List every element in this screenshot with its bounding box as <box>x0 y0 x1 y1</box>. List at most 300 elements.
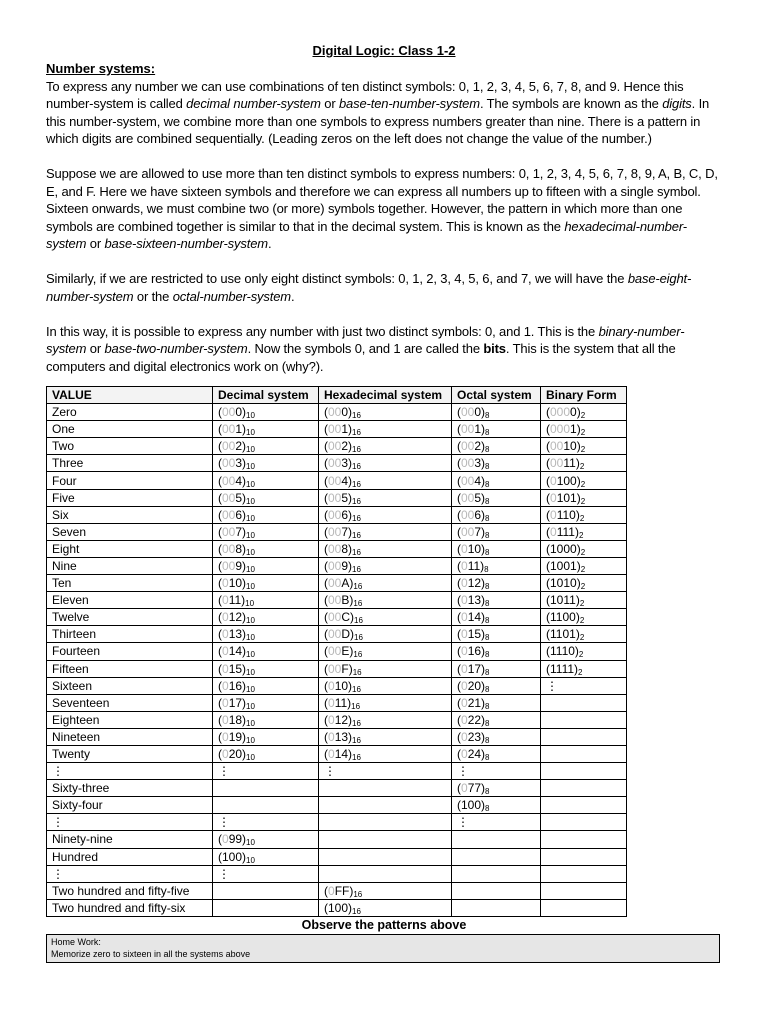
base-subscript: 16 <box>352 684 361 694</box>
close-paren: ) <box>576 439 581 454</box>
base-subscript: 10 <box>246 530 255 540</box>
digits: 5 <box>341 490 349 505</box>
open-paren: ( <box>324 490 328 505</box>
table-row <box>47 865 627 882</box>
open-paren: ( <box>457 781 461 796</box>
number-cell <box>319 455 452 472</box>
number-cell <box>319 506 452 523</box>
base-subscript: 2 <box>580 411 586 421</box>
number-cell <box>452 523 541 540</box>
leading-zeros: 00 <box>461 422 475 437</box>
leading-zeros: 00 <box>222 456 236 471</box>
open-paren: ( <box>324 576 328 591</box>
close-paren: ) <box>481 729 486 744</box>
column-header: VALUE <box>47 387 213 404</box>
open-paren: ( <box>457 576 461 591</box>
close-paren: ) <box>242 456 247 471</box>
base-subscript: 16 <box>352 479 361 489</box>
base-subscript: 16 <box>352 513 361 523</box>
number-cell <box>319 865 452 882</box>
table-row <box>47 472 627 489</box>
open-paren: ( <box>324 661 328 676</box>
leading-zeros: 0 <box>222 661 229 676</box>
open-paren: ( <box>324 524 328 539</box>
close-paren: ) <box>348 456 353 471</box>
leading-zeros: 0 <box>461 678 468 693</box>
close-paren: ) <box>481 456 486 471</box>
open-paren: ( <box>457 627 461 642</box>
value-name-cell: Sixteen <box>47 677 213 694</box>
close-paren: ) <box>481 644 486 659</box>
close-paren: ) <box>349 883 354 898</box>
table-row <box>47 763 627 780</box>
open-paren: ( <box>324 712 328 727</box>
base-subscript: 8 <box>485 411 490 421</box>
column-header: Hexadecimal system <box>319 387 452 404</box>
document-page <box>46 42 722 963</box>
digits: 19 <box>228 729 243 744</box>
base-subscript: 16 <box>352 667 362 677</box>
value-name-cell: Two <box>47 438 213 455</box>
leading-zeros: 00 <box>328 661 342 676</box>
base-subscript: 10 <box>246 753 255 763</box>
base-subscript: 8 <box>485 599 490 609</box>
base-subscript: 16 <box>352 530 361 540</box>
open-paren: ( <box>457 661 461 676</box>
base-subscript: 16 <box>352 718 361 728</box>
base-subscript: 2 <box>580 582 586 592</box>
digits: 11 <box>334 695 348 710</box>
base-subscript: 8 <box>485 735 490 745</box>
base-subscript: 8 <box>485 496 490 506</box>
digits: 23 <box>467 729 482 744</box>
close-paren: ) <box>575 593 580 608</box>
digits: 101 <box>556 490 577 505</box>
italic-term: base-sixteen-number-system <box>104 236 268 251</box>
digits: 12 <box>334 712 349 727</box>
number-cell <box>213 575 319 592</box>
column-header: Octal system <box>452 387 541 404</box>
base-subscript: 8 <box>485 479 490 489</box>
number-cell <box>319 728 452 745</box>
number-cell <box>319 609 452 626</box>
value-name-cell: Three <box>47 455 213 472</box>
leading-zeros: 00 <box>222 422 236 437</box>
open-paren: ( <box>457 507 461 522</box>
open-paren: ( <box>546 473 550 488</box>
digits: 16 <box>467 644 482 659</box>
base-subscript: 16 <box>354 616 363 626</box>
number-cell <box>541 592 627 609</box>
base-subscript: 10 <box>246 582 255 592</box>
leading-zeros: 0 <box>222 610 229 625</box>
number-cell <box>213 745 319 762</box>
open-paren: ( <box>324 541 328 556</box>
number-cell <box>541 848 627 865</box>
close-paren: ) <box>481 695 486 710</box>
open-paren: ( <box>218 576 222 591</box>
number-cell <box>452 455 541 472</box>
leading-zeros: 00 <box>328 490 342 505</box>
open-paren: ( <box>546 422 550 437</box>
number-cell <box>452 489 541 506</box>
leading-zeros: 0 <box>328 729 335 744</box>
number-cell <box>541 694 627 711</box>
italic-term: binary-number-system <box>46 323 685 356</box>
base-subscript: 8 <box>485 582 490 592</box>
base-subscript: 2 <box>578 530 584 540</box>
number-cell <box>213 694 319 711</box>
number-cell <box>452 660 541 677</box>
column-header: Decimal system <box>213 387 319 404</box>
table-row <box>47 455 627 472</box>
leading-zeros: 0 <box>328 747 335 762</box>
digits: 17 <box>228 695 243 710</box>
number-cell <box>452 609 541 626</box>
number-cell <box>213 438 319 455</box>
number-cell <box>213 592 319 609</box>
open-paren: ( <box>218 593 222 608</box>
open-paren: ( <box>218 405 222 420</box>
leading-zeros: 0 <box>461 695 468 710</box>
number-cell <box>541 780 627 797</box>
digits: 111 <box>556 524 575 539</box>
number-cell <box>452 643 541 660</box>
value-name-cell: Six <box>47 506 213 523</box>
italic-term: base-ten-number-system <box>338 96 480 111</box>
close-paren: ) <box>575 507 580 522</box>
number-cell: ⋮ <box>452 763 541 780</box>
number-system-table <box>46 386 627 917</box>
leading-zeros: 0 <box>461 712 468 727</box>
leading-zeros: 0 <box>461 576 468 591</box>
number-cell <box>319 660 452 677</box>
leading-zeros: 00 <box>222 405 236 420</box>
base-subscript: 10 <box>246 445 255 455</box>
open-paren: ( <box>457 473 461 488</box>
digits: 1000 <box>550 541 577 556</box>
number-cell <box>319 626 452 643</box>
open-paren: ( <box>218 558 222 573</box>
text-run: or the <box>133 288 173 304</box>
leading-zeros: 0 <box>328 883 335 898</box>
base-subscript: 10 <box>246 718 255 728</box>
digits: 1011 <box>550 593 576 608</box>
close-paren: ) <box>242 524 247 539</box>
table-row <box>47 523 627 540</box>
open-paren: ( <box>546 524 550 539</box>
open-paren: ( <box>218 490 222 505</box>
digits: 8 <box>341 541 349 556</box>
base-subscript: 8 <box>485 650 490 660</box>
digits: 5 <box>474 490 482 505</box>
close-paren: ) <box>242 576 247 591</box>
digits: 11 <box>228 593 242 608</box>
close-paren: ) <box>481 627 486 642</box>
close-paren: ) <box>481 678 486 693</box>
digits: 10 <box>334 678 349 693</box>
leading-zeros: 0 <box>461 541 468 556</box>
close-paren: ) <box>574 644 579 659</box>
close-paren: ) <box>480 558 485 573</box>
leading-zeros: 00 <box>328 507 342 522</box>
digits: 1010 <box>550 576 577 591</box>
open-paren: ( <box>457 610 461 625</box>
value-name-cell: Eight <box>47 540 213 557</box>
leading-zeros: 00 <box>550 439 564 454</box>
text-run: . In this number-system, we combine more than one symbols to express numbers greater than nine. There is a pattern in which digits are combined sequentially. (Leading zeros on the left does not change the value of the number.) <box>46 96 710 146</box>
number-cell <box>319 438 452 455</box>
number-cell <box>541 540 627 557</box>
digits: 13 <box>467 593 482 608</box>
leading-zeros: 0 <box>550 524 557 539</box>
table-row <box>47 797 627 814</box>
close-paren: ) <box>242 661 247 676</box>
base-subscript: 16 <box>352 906 361 916</box>
base-subscript: 8 <box>485 547 490 557</box>
leading-zeros: 00 <box>328 422 342 437</box>
base-subscript: 10 <box>246 667 255 677</box>
close-paren: ) <box>481 610 486 625</box>
digits: 16 <box>228 678 243 693</box>
open-paren: ( <box>546 593 550 608</box>
leading-zeros: 00 <box>461 507 475 522</box>
base-subscript: 2 <box>579 599 585 609</box>
open-paren: ( <box>324 558 328 573</box>
base-subscript: 10 <box>246 496 255 506</box>
open-paren: ( <box>457 695 461 710</box>
number-cell <box>213 455 319 472</box>
close-paren: ) <box>574 524 579 539</box>
table-row <box>47 557 627 574</box>
number-cell <box>541 728 627 745</box>
close-paren: ) <box>348 747 353 762</box>
digits: 4 <box>341 473 349 488</box>
digits: 17 <box>467 661 482 676</box>
leading-zeros: 0 <box>461 729 468 744</box>
text-run: . This is the system that all the computers and digital electronics work on (why?). <box>46 341 676 374</box>
open-paren: ( <box>457 524 461 539</box>
open-paren: ( <box>218 849 222 864</box>
number-cell: ⋮ <box>452 814 541 831</box>
digits: 4 <box>474 473 482 488</box>
base-subscript: 16 <box>354 633 363 643</box>
open-paren: ( <box>457 644 461 659</box>
number-cell <box>319 745 452 762</box>
number-cell: ⋮ <box>213 763 319 780</box>
number-cell <box>541 745 627 762</box>
open-paren: ( <box>218 524 222 539</box>
digits: 2 <box>474 439 482 454</box>
digits: 10 <box>228 576 243 591</box>
number-cell <box>452 865 541 882</box>
open-paren: ( <box>457 456 461 471</box>
digits: D <box>341 627 351 642</box>
table-row <box>47 814 627 831</box>
close-paren: ) <box>242 610 247 625</box>
open-paren: ( <box>218 747 222 762</box>
digits: 14 <box>228 644 243 659</box>
number-cell <box>452 831 541 848</box>
open-paren: ( <box>218 661 222 676</box>
open-paren: ( <box>324 627 328 642</box>
number-cell <box>452 506 541 523</box>
close-paren: ) <box>576 558 581 573</box>
number-cell <box>319 831 452 848</box>
base-subscript: 10 <box>246 547 255 557</box>
base-subscript: 8 <box>485 787 490 797</box>
open-paren: ( <box>324 610 328 625</box>
close-paren: ) <box>575 627 580 642</box>
open-paren: ( <box>457 729 461 744</box>
number-cell <box>319 523 452 540</box>
base-subscript: 8 <box>485 718 490 728</box>
digits: 1 <box>341 422 349 437</box>
number-cell: ⋮ <box>541 677 627 694</box>
close-paren: ) <box>350 627 355 642</box>
base-subscript: 2 <box>579 462 585 472</box>
number-cell <box>541 472 627 489</box>
paragraph-decimal <box>46 78 722 148</box>
close-paren: ) <box>481 422 486 437</box>
open-paren: ( <box>324 473 328 488</box>
leading-zeros: 00 <box>222 490 236 505</box>
value-name-cell: Seven <box>47 523 213 540</box>
italic-term: decimal number-system <box>186 96 321 111</box>
open-paren: ( <box>324 422 328 437</box>
base-subscript: 8 <box>485 667 490 677</box>
close-paren: ) <box>242 678 247 693</box>
number-cell <box>541 575 627 592</box>
close-paren: ) <box>241 593 246 608</box>
table-row <box>47 506 627 523</box>
base-subscript: 8 <box>484 564 489 574</box>
close-paren: ) <box>349 593 354 608</box>
text-run: Suppose we are allowed to use more than ten distinct symbols to express numbers: 0, 1, 2, 3, 4, 5, 6, 7, 8, 9, A, B, C, D, E, and F. Here we have sixteen symbols and therefore we can express all numbers up to fifteen with a single symbol. Sixteen onwards, we must combine two (or more) symbols together. However, the pattern in which more than one symbols are combined together is similar to that in the decimal system. This is known as the <box>46 166 718 234</box>
digits: B <box>341 593 350 608</box>
number-cell: ⋮ <box>213 865 319 882</box>
number-cell <box>213 677 319 694</box>
number-cell <box>541 489 627 506</box>
base-subscript: 8 <box>485 701 490 711</box>
number-cell <box>319 472 452 489</box>
number-cell <box>213 540 319 557</box>
number-cell <box>213 831 319 848</box>
base-subscript: 8 <box>485 513 490 523</box>
value-name-cell: Twelve <box>47 609 213 626</box>
text-run: . <box>267 236 272 251</box>
digits: 1001 <box>550 558 577 573</box>
digits: 1 <box>235 422 243 437</box>
leading-zeros: 00 <box>328 524 342 539</box>
digits: 2 <box>235 439 243 454</box>
table-row <box>47 592 627 609</box>
leading-zeros: 0 <box>550 490 557 505</box>
base-subscript: 2 <box>580 496 586 506</box>
italic-term: hexadecimal-number-system <box>46 218 687 251</box>
number-cell <box>319 694 452 711</box>
leading-zeros: 00 <box>328 456 342 471</box>
leading-zeros: 0 <box>222 678 229 693</box>
leading-zeros: 00 <box>461 405 475 420</box>
close-paren: ) <box>575 610 580 625</box>
value-name-cell: One <box>47 421 213 438</box>
digits: 7 <box>474 524 482 539</box>
number-cell <box>452 438 541 455</box>
base-subscript: 10 <box>246 650 255 660</box>
value-name-cell: Sixty-three <box>47 780 213 797</box>
leading-zeros: 0 <box>222 832 229 847</box>
digits: 10 <box>467 541 482 556</box>
digits: 0 <box>474 405 482 420</box>
close-paren: ) <box>576 541 581 556</box>
digits: F <box>341 661 349 676</box>
number-cell <box>213 472 319 489</box>
table-row <box>47 660 627 677</box>
italic-term: digits <box>662 96 692 111</box>
number-cell <box>213 797 319 814</box>
open-paren: ( <box>546 610 550 625</box>
number-cell <box>319 575 452 592</box>
number-cell <box>213 711 319 728</box>
digits: 15 <box>467 627 482 642</box>
close-paren: ) <box>348 439 353 454</box>
leading-zeros: 00 <box>328 627 342 642</box>
open-paren: ( <box>324 507 328 522</box>
close-paren: ) <box>242 473 247 488</box>
base-subscript: 8 <box>485 462 490 472</box>
text-run: . The symbols are known as the <box>479 96 663 111</box>
base-subscript: 16 <box>353 650 363 660</box>
table-row <box>47 677 627 694</box>
homework-text: Memorize zero to sixteen in all the systems above <box>51 948 251 959</box>
digits: 5 <box>235 490 243 505</box>
value-name-cell: Hundred <box>47 848 213 865</box>
base-subscript: 10 <box>246 633 255 643</box>
value-name-cell: Nine <box>47 557 213 574</box>
close-paren: ) <box>242 849 247 864</box>
digits: 3 <box>474 456 482 471</box>
open-paren: ( <box>457 541 461 556</box>
open-paren: ( <box>546 558 550 573</box>
table-row <box>47 575 627 592</box>
base-subscript: 16 <box>351 701 361 711</box>
leading-zeros: 0 <box>461 781 468 796</box>
open-paren: ( <box>324 695 328 710</box>
number-cell <box>452 404 541 421</box>
open-paren: ( <box>218 456 222 471</box>
base-subscript: 16 <box>352 564 361 574</box>
open-paren: ( <box>457 439 461 454</box>
close-paren: ) <box>242 747 247 762</box>
text-run: . <box>290 288 295 304</box>
close-paren: ) <box>242 712 247 727</box>
number-cell <box>541 421 627 438</box>
digits: 4 <box>235 473 243 488</box>
close-paren: ) <box>481 490 486 505</box>
base-subscript: 8 <box>485 804 490 814</box>
value-name-cell: Zero <box>47 404 213 421</box>
number-cell <box>319 677 452 694</box>
number-cell <box>319 489 452 506</box>
leading-zeros: 0 <box>222 695 229 710</box>
close-paren: ) <box>242 405 247 420</box>
close-paren: ) <box>481 524 486 539</box>
number-cell <box>319 814 452 831</box>
page-title: Digital Logic: Class 1-2 <box>312 43 456 58</box>
number-cell <box>213 899 319 916</box>
leading-zeros: 00 <box>461 456 475 471</box>
